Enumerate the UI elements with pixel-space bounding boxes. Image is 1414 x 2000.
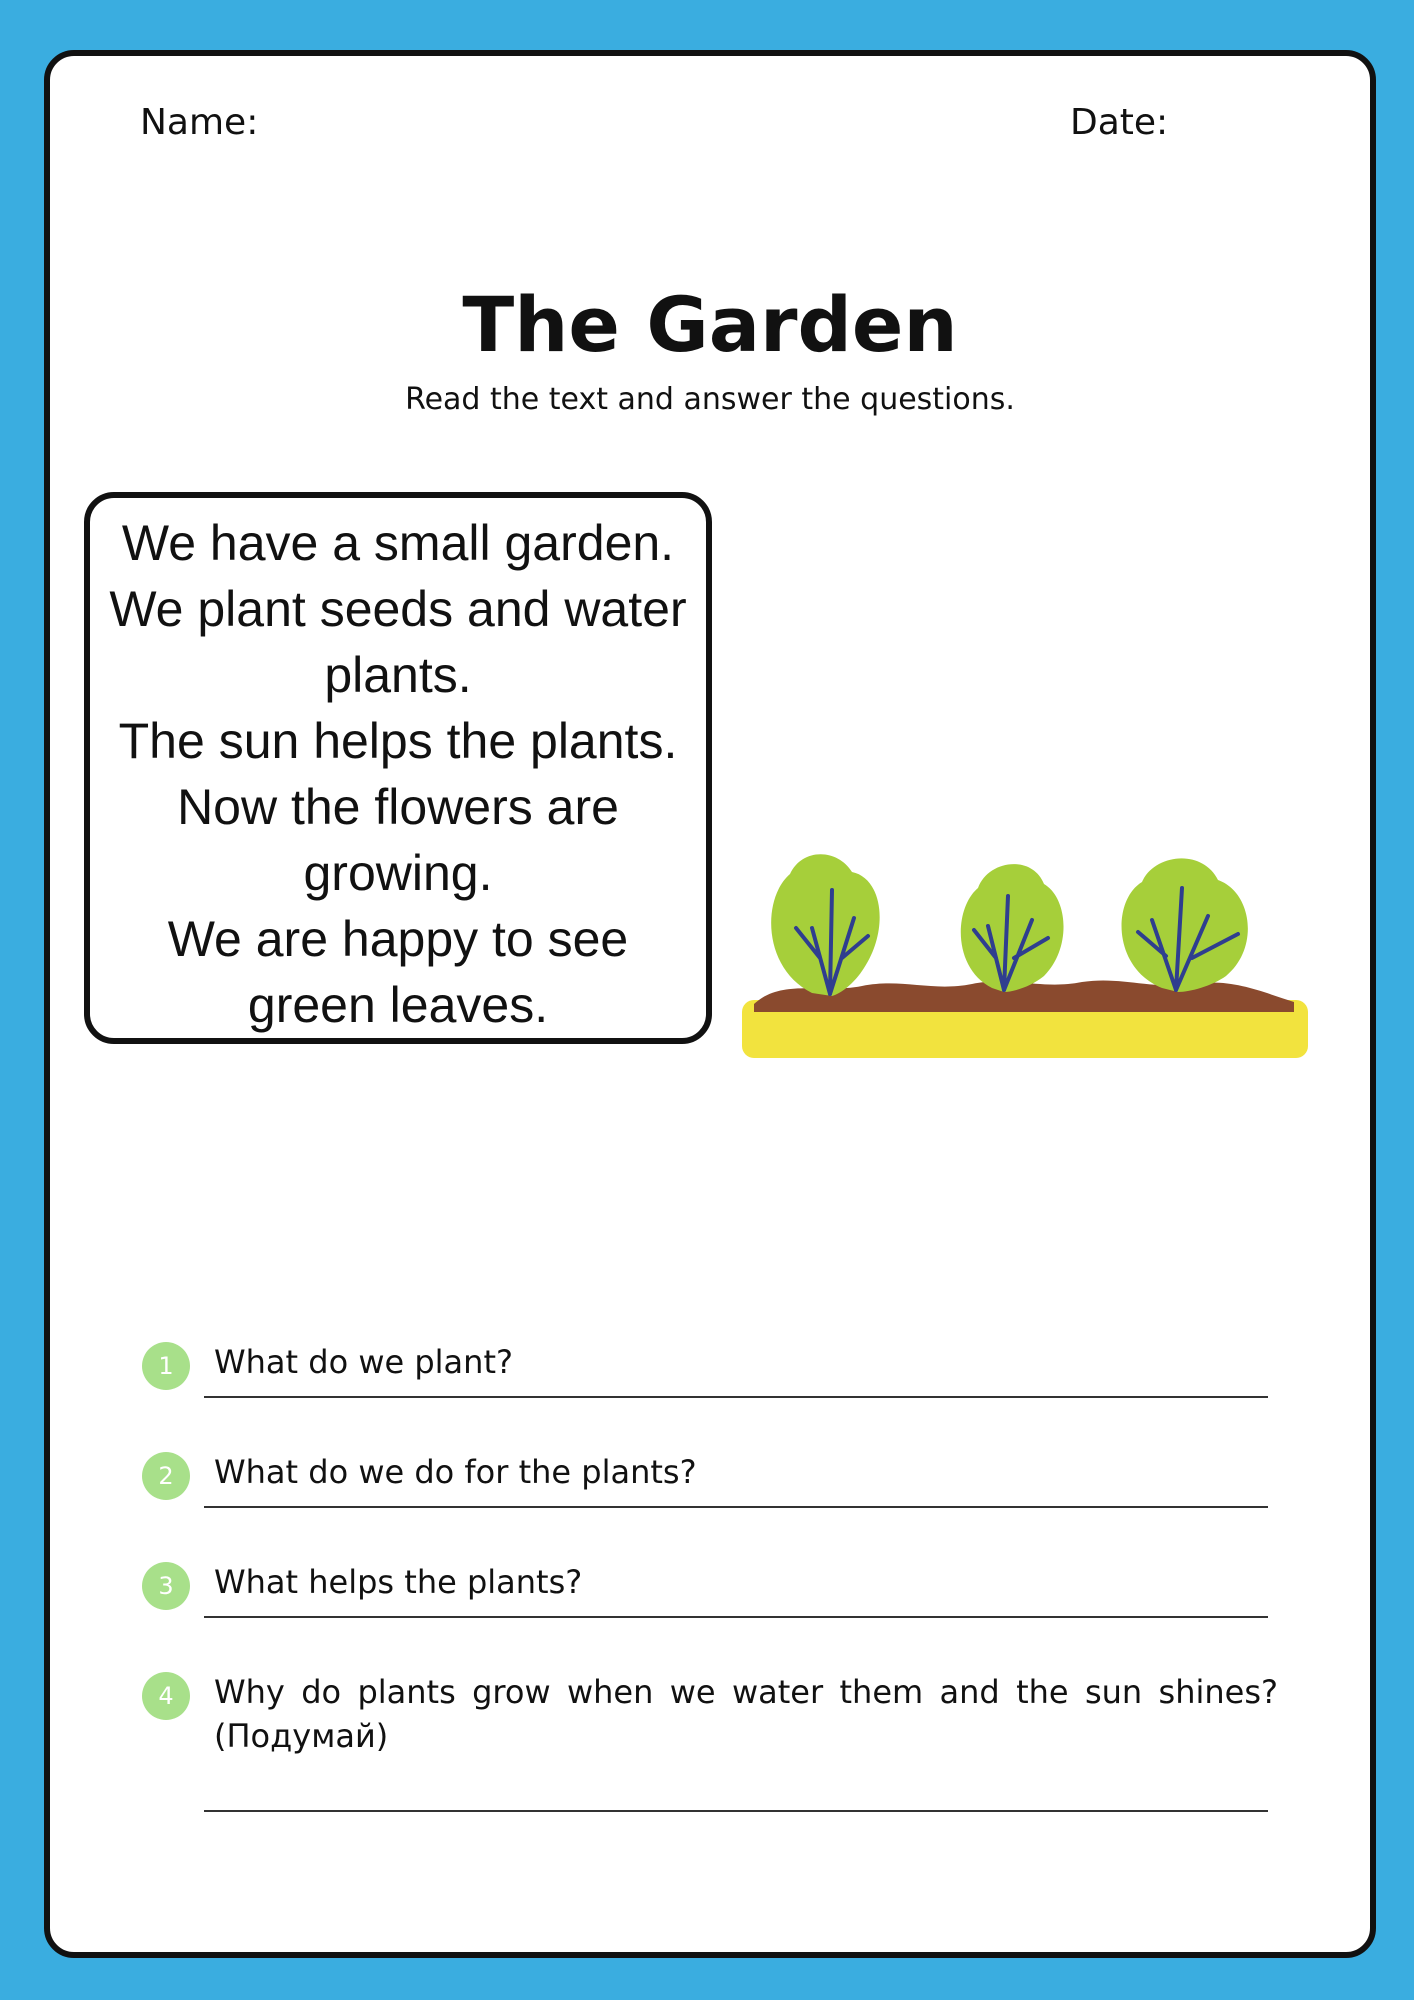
story-box (84, 492, 712, 1044)
instructions: Read the text and answer the questions. (405, 382, 1015, 417)
lettuce-plant-icon (961, 864, 1064, 992)
question-item (142, 1670, 1282, 1812)
answer-line[interactable] (204, 1614, 1268, 1618)
lettuce-plant-icon (1122, 858, 1248, 992)
answer-line[interactable] (204, 1808, 1268, 1812)
date-label: Date: (1070, 102, 1169, 143)
question-item (142, 1560, 1282, 1664)
question-item (142, 1450, 1282, 1554)
story-line: We have a small garden. (121, 515, 675, 571)
story-line: green leaves. (247, 977, 549, 1033)
story-line: The sun helps the plants. (118, 713, 678, 769)
question-text: What do we plant? (214, 1343, 513, 1381)
question-number-badge: 1 (142, 1342, 190, 1390)
story-line: We plant seeds and water (109, 581, 687, 637)
story-line: plants. (324, 647, 472, 703)
question-text: What helps the plants? (214, 1563, 583, 1601)
question-list (142, 1334, 1282, 1812)
question-text: Why do plants grow when we water them and the sun shines? (214, 1673, 1278, 1711)
question-number-badge: 3 (142, 1562, 190, 1610)
answer-line[interactable] (204, 1394, 1268, 1398)
answer-line[interactable] (204, 1504, 1268, 1508)
page-title: The Garden (462, 280, 958, 369)
worksheet-page (44, 50, 1376, 1958)
question-number-badge: 4 (142, 1672, 190, 1720)
name-label: Name: (140, 102, 259, 143)
story-line: Now the flowers are (177, 779, 619, 835)
question-text: What do we do for the plants? (214, 1453, 697, 1491)
lettuce-plant-icon (771, 854, 880, 996)
question-number-badge: 2 (142, 1452, 190, 1500)
story-line: growing. (303, 845, 493, 901)
question-hint: (Подумай) (214, 1717, 389, 1755)
garden-bed-illustration (742, 808, 1312, 1068)
question-item (142, 1340, 1282, 1444)
story-line: We are happy to see (167, 911, 629, 967)
